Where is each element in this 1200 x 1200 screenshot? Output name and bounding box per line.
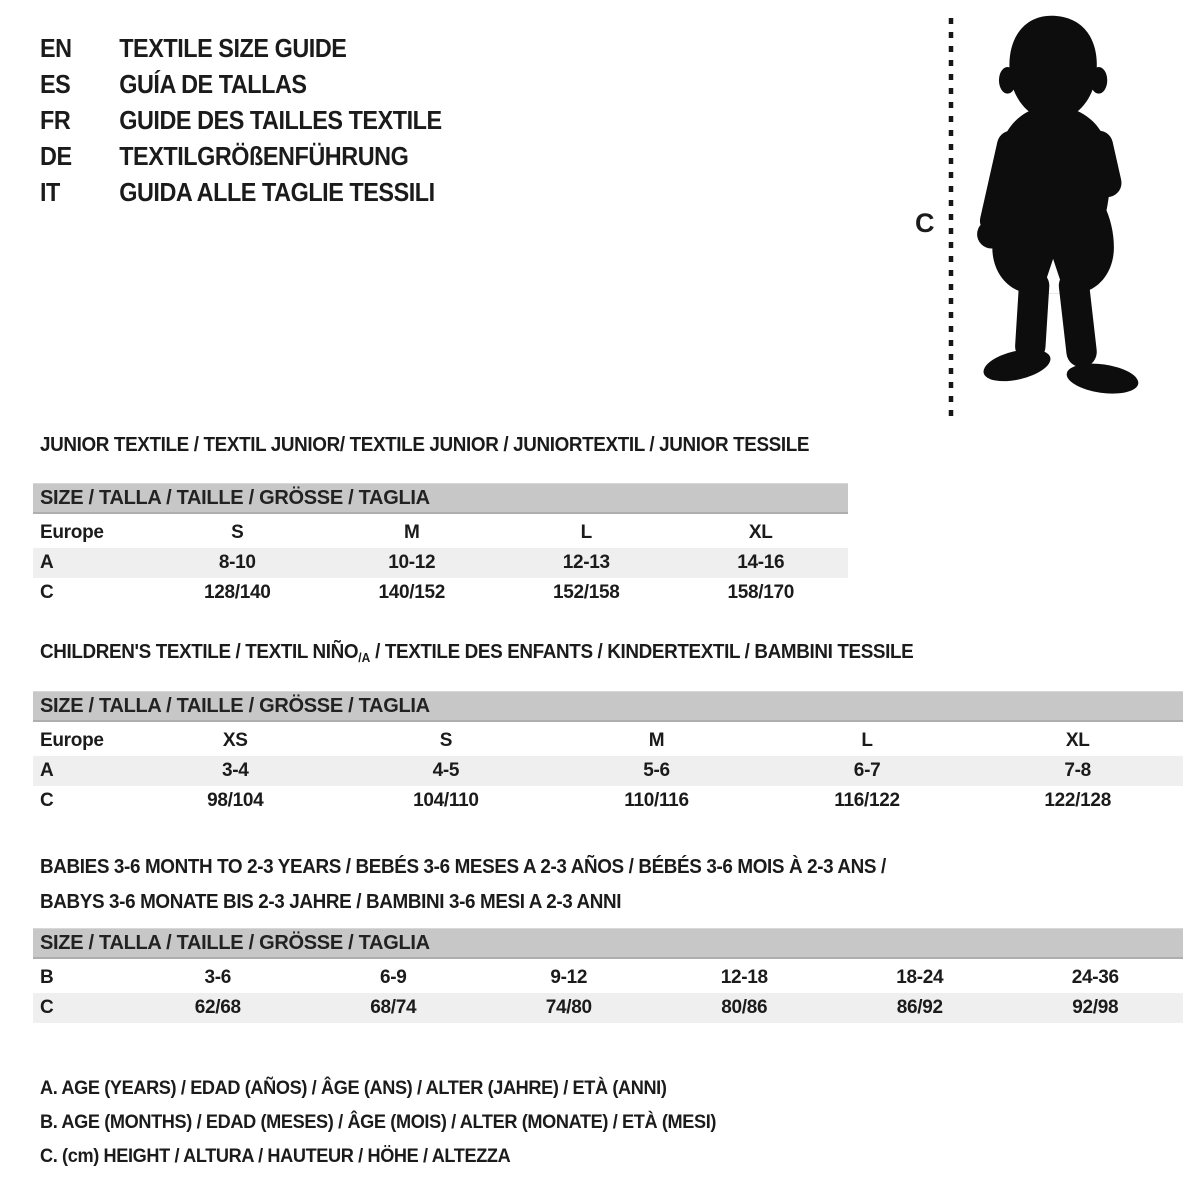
table-row — [33, 578, 848, 608]
height-cell: 158/170 — [727, 582, 795, 603]
height-cell: 122/128 — [1044, 790, 1111, 811]
table-row — [33, 518, 848, 548]
size-cell: XL — [1065, 730, 1090, 751]
language-row — [40, 138, 442, 174]
age-cell: 3-4 — [222, 760, 249, 781]
row-label: Europe — [40, 522, 104, 543]
babies-title-line1: BABIES 3-6 MONTH TO 2-3 YEARS / BEBÉS 3-6 MESES A 2-3 AÑOS / BÉBÉS 3-6 MOIS À 2-3 ANS / — [40, 855, 886, 878]
age-cell: 3-6 — [204, 967, 232, 988]
height-cell: 74/80 — [545, 997, 592, 1018]
junior-size-table — [33, 483, 848, 608]
language-title: TEXTILE SIZE GUIDE — [119, 33, 347, 63]
language-row — [40, 174, 442, 210]
height-cell: 116/122 — [834, 790, 900, 811]
language-row — [40, 102, 442, 138]
junior-section-title: JUNIOR TEXTILE / TEXTIL JUNIOR/ TEXTILE JUNIOR / JUNIORTEXTIL / JUNIOR TESSILE — [40, 433, 810, 456]
language-title: GUIDA ALLE TAGLIE TESSILI — [119, 177, 435, 207]
children-title-post: / TEXTILE DES ENFANTS / KINDERTEXTIL / BAMBINI TESSILE — [370, 640, 914, 663]
height-figure — [905, 10, 1175, 422]
age-cell: 4-5 — [432, 760, 460, 781]
age-cell: 7-8 — [1064, 760, 1091, 781]
size-header-bar: SIZE / TALLA / TAILLE / GRÖSSE / TAGLIA — [33, 691, 1183, 722]
age-cell: 10-12 — [388, 552, 436, 573]
toddler-silhouette-icon — [905, 10, 1175, 422]
babies-title-line2: BABYS 3-6 MONATE BIS 2-3 JAHRE / BAMBINI 3-6 MESI A 2-3 ANNI — [40, 890, 622, 913]
age-cell: 9-12 — [550, 967, 588, 988]
language-code: FR — [40, 105, 71, 135]
language-code: DE — [40, 141, 72, 171]
age-cell: 24-36 — [1071, 967, 1119, 988]
age-cell: 8-10 — [218, 552, 256, 573]
row-label: A — [40, 760, 54, 781]
table-row — [33, 548, 848, 578]
language-code: EN — [40, 33, 72, 63]
row-label: C — [40, 582, 54, 603]
row-label: Europe — [40, 730, 104, 751]
height-cell: 80/86 — [721, 997, 768, 1018]
children-size-table — [33, 691, 1183, 816]
size-cell: L — [861, 730, 873, 751]
height-measure-label: C — [915, 208, 935, 238]
measure-legend — [40, 1071, 716, 1173]
size-cell: S — [231, 522, 244, 543]
age-cell: 5-6 — [643, 760, 670, 781]
children-section-title — [40, 640, 913, 666]
language-title: GUIDE DES TAILLES TEXTILE — [119, 105, 442, 135]
height-cell: 152/158 — [552, 582, 620, 603]
table-row — [33, 786, 1183, 816]
language-title: TEXTILGRÖßENFÜHRUNG — [119, 141, 409, 171]
language-row — [40, 66, 442, 102]
language-title-list — [40, 30, 442, 210]
table-row — [33, 726, 1183, 756]
age-cell: 12-13 — [562, 552, 610, 573]
row-label: B — [40, 967, 54, 988]
size-cell: M — [648, 730, 665, 751]
age-cell: 6-9 — [379, 967, 407, 988]
size-cell: L — [580, 522, 592, 543]
row-label: C — [40, 790, 54, 811]
row-label: A — [40, 552, 54, 573]
babies-section-title — [40, 849, 886, 919]
height-cell: 86/92 — [896, 997, 943, 1018]
size-cell: XL — [748, 522, 773, 543]
table-row — [33, 963, 1183, 993]
age-cell: 14-16 — [737, 552, 785, 573]
legend-line-c: C. (cm) HEIGHT / ALTURA / HAUTEUR / HÖHE / ALTEZZA — [40, 1145, 511, 1167]
height-cell: 140/152 — [378, 582, 446, 603]
language-row — [40, 30, 442, 66]
size-cell: M — [403, 522, 420, 543]
legend-line-b: B. AGE (MONTHS) / EDAD (MESES) / ÂGE (MOIS) / ALTER (MONATE) / ETÀ (MESI) — [40, 1111, 717, 1133]
children-title-pre: CHILDREN'S TEXTILE / TEXTIL NIÑO — [40, 640, 359, 663]
height-cell: 110/116 — [624, 790, 689, 811]
table-row — [33, 756, 1183, 786]
height-cell: 62/68 — [194, 997, 241, 1018]
children-title-sub: /A — [358, 650, 371, 665]
row-label: C — [40, 997, 54, 1018]
language-code: ES — [40, 69, 71, 99]
age-cell: 12-18 — [720, 967, 768, 988]
size-header-bar: SIZE / TALLA / TAILLE / GRÖSSE / TAGLIA — [33, 483, 848, 514]
language-title: GUÍA DE TALLAS — [119, 69, 307, 99]
height-cell: 128/140 — [203, 582, 271, 603]
height-cell: 68/74 — [370, 997, 417, 1018]
size-cell: S — [439, 730, 453, 751]
size-header-bar: SIZE / TALLA / TAILLE / GRÖSSE / TAGLIA — [33, 928, 1183, 959]
age-cell: 18-24 — [896, 967, 944, 988]
language-code: IT — [40, 177, 60, 207]
table-row — [33, 993, 1183, 1023]
height-cell: 98/104 — [207, 790, 264, 811]
height-cell: 92/98 — [1072, 997, 1119, 1018]
legend-line-a: A. AGE (YEARS) / EDAD (AÑOS) / ÂGE (ANS) / ALTER (JAHRE) / ETÀ (ANNI) — [40, 1077, 667, 1099]
babies-size-table — [33, 928, 1183, 1023]
height-cell: 104/110 — [413, 790, 479, 811]
size-cell: XS — [222, 730, 248, 751]
age-cell: 6-7 — [853, 760, 881, 781]
